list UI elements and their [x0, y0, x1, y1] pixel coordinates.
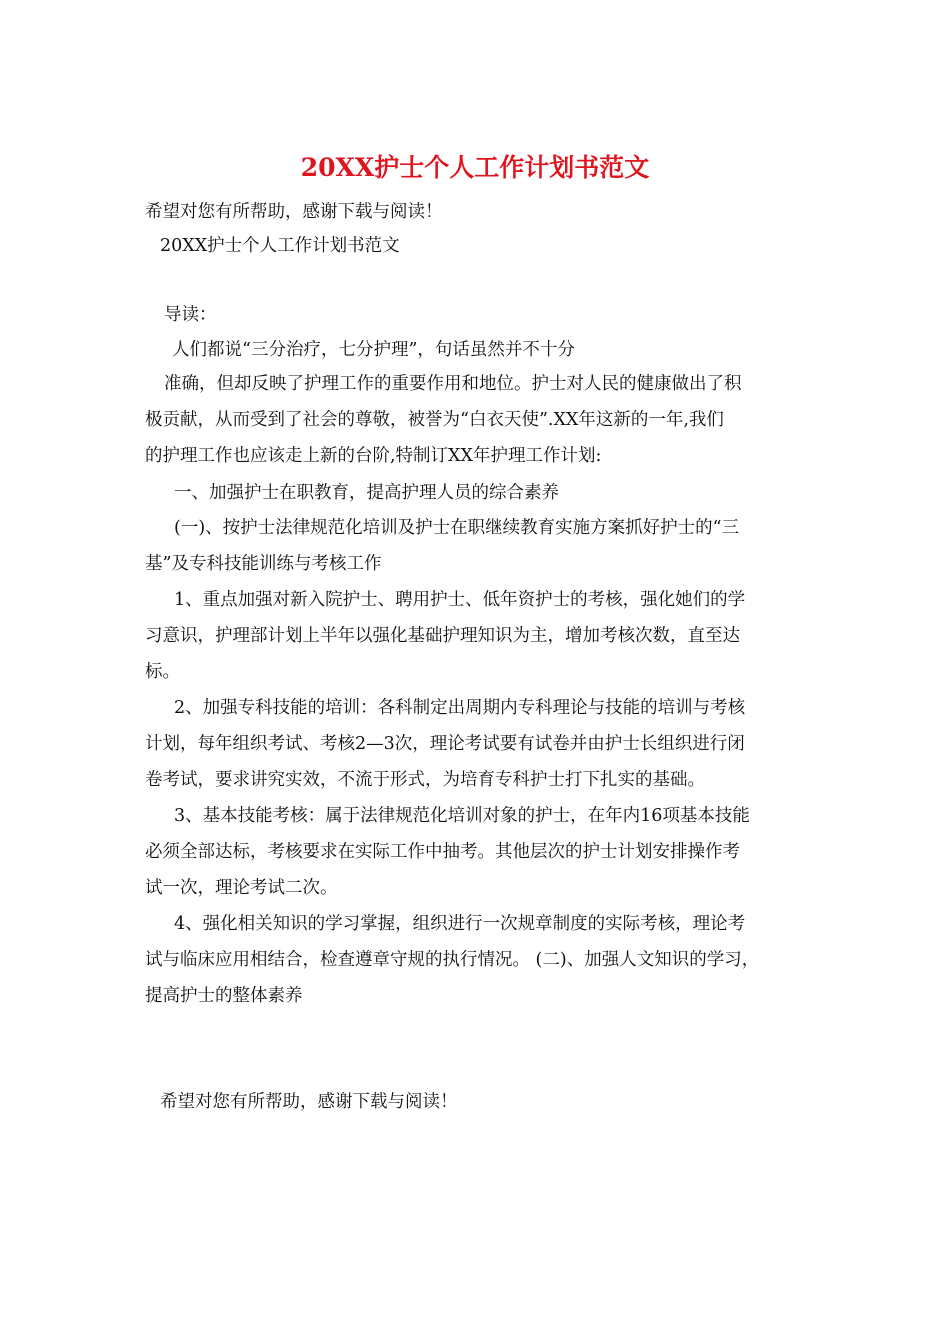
body-line: 试与临床应用相结合，检查遵章守规的执行情况。 (二)、加强人文知识的学习， — [145, 950, 760, 970]
body-line: (一)、按护士法律规范化培训及护士在职继续教育实施方案抓好护士的“三 — [174, 518, 740, 538]
document-title: 20XX护士个人工作计划书范文 — [300, 153, 650, 182]
body-line: 2、加强专科技能的培训：各科制定出周期内专科理论与技能的培训与考核 — [174, 698, 746, 718]
body-line: 4、强化相关知识的学习掌握，组织进行一次规章制度的实际考核，理论考 — [174, 914, 746, 934]
body-line: 习意识，护理部计划上半年以强化基础护理知识为主，增加考核次数，直至达 — [145, 626, 740, 646]
body-line: 3、基本技能考核：属于法律规范化培训对象的护士，在年内16项基本技能 — [174, 806, 750, 826]
footer-thanks: 希望对您有所帮助，感谢下载与阅读！ — [160, 1092, 458, 1112]
body-line: 极贡献，从而受到了社会的尊敬，被誉为“白衣天使”.XX年这新的一年,我们 — [145, 410, 724, 430]
body-line: 人们都说“三分治疗，七分护理”，句话虽然并不十分 — [172, 340, 575, 360]
body-line: 标。 — [145, 662, 180, 682]
body-line: 1、重点加强对新入院护士、聘用护士、低年资护士的考核，强化她们的学 — [174, 590, 746, 610]
body-line: 提高护士的整体素养 — [145, 986, 303, 1006]
intro-thanks: 希望对您有所帮助，感谢下载与阅读！ — [145, 202, 443, 222]
body-line: 基”及专科技能训练与考核工作 — [145, 554, 382, 574]
section-heading: 一、加强护士在职教育，提高护理人员的综合素养 — [174, 483, 559, 503]
body-line: 试一次，理论考试二次。 — [145, 878, 338, 898]
body-line: 必须全部达标，考核要求在实际工作中抽考。其他层次的护士计划安排操作考 — [145, 842, 740, 862]
body-line: 卷考试，要求讲究实效，不流于形式，为培育专科护士打下扎实的基础。 — [145, 770, 705, 790]
body-line: 准确，但却反映了护理工作的重要作用和地位。护士对人民的健康做出了积 — [164, 374, 742, 394]
body-line: 的护理工作也应该走上新的台阶,特制订XX年护理工作计划: — [145, 446, 602, 466]
guide-label: 导读： — [164, 305, 217, 325]
body-line: 计划，每年组织考试、考核2—3次，理论考试要有试卷并由护士长组织进行闭 — [145, 734, 745, 754]
document-subtitle: 20XX护士个人工作计划书范文 — [160, 236, 400, 256]
